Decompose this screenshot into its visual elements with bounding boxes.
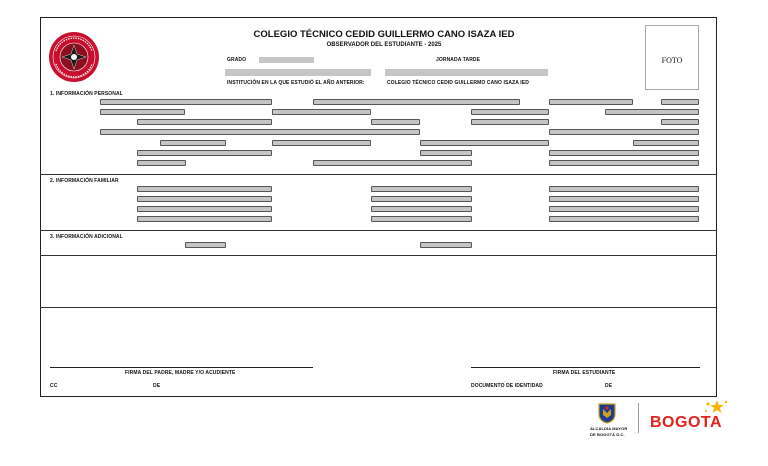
field[interactable]: [549, 129, 699, 135]
section-additional-title: 3. INFORMACIÓN ADICIONAL: [50, 234, 123, 240]
school-name: COLEGIO TÉCNICO CEDID GUILLERMO CANO ISAZA IED: [253, 29, 515, 40]
alcaldia-shield-icon: [597, 402, 617, 424]
shift-label: JORNADA TARDE: [436, 57, 481, 63]
grade-field[interactable]: [259, 57, 314, 63]
field[interactable]: [137, 119, 272, 125]
field[interactable]: [549, 216, 699, 222]
de-label-right: DE: [605, 383, 613, 389]
bogota-wordmark: BOGOTA: [650, 414, 723, 431]
field[interactable]: [371, 216, 472, 222]
field[interactable]: [371, 186, 472, 192]
section-divider: [40, 307, 717, 308]
student-signature-line: [471, 367, 700, 368]
student-signature-label: FIRMA DEL ESTUDIANTE: [553, 370, 616, 376]
field[interactable]: [313, 99, 520, 105]
field[interactable]: [225, 69, 371, 76]
alcaldia-line1: ALCALDÍA MAYOR: [590, 426, 628, 431]
prev-institution-label: INSTITUCIÓN EN LA QUE ESTUDIÓ EL AÑO ANTERIOR:: [227, 80, 365, 86]
field[interactable]: [371, 119, 420, 125]
field[interactable]: [137, 216, 272, 222]
section-personal-title: 1. INFORMACIÓN PERSONAL: [50, 91, 123, 97]
field[interactable]: [137, 206, 272, 212]
field[interactable]: [185, 242, 226, 248]
field[interactable]: [633, 140, 699, 146]
id-document-label: DOCUMENTO DE IDENTIDAD: [471, 383, 543, 389]
field[interactable]: [272, 140, 371, 146]
field[interactable]: [100, 109, 185, 115]
field[interactable]: [549, 150, 699, 156]
section-divider: [40, 230, 717, 231]
field[interactable]: [137, 196, 272, 202]
field[interactable]: [471, 119, 549, 125]
field[interactable]: [371, 196, 472, 202]
field[interactable]: [137, 186, 272, 192]
prev-institution-value: COLEGIO TÉCNICO CEDID GUILLERMO CANO ISAZA IED: [387, 80, 529, 86]
field[interactable]: [385, 69, 548, 76]
field[interactable]: [137, 160, 186, 166]
field[interactable]: [549, 99, 633, 105]
cc-label: CC: [50, 383, 58, 389]
field[interactable]: [100, 99, 272, 105]
field[interactable]: [371, 206, 472, 212]
field[interactable]: [420, 140, 549, 146]
de-label-left: DE: [153, 383, 161, 389]
footer-divider: [638, 403, 639, 433]
field[interactable]: [100, 129, 420, 135]
field[interactable]: [160, 140, 226, 146]
field[interactable]: [661, 99, 699, 105]
parent-signature-line: [50, 367, 313, 368]
section-family-title: 2. INFORMACIÓN FAMILIAR: [50, 178, 119, 184]
field[interactable]: [605, 109, 699, 115]
field[interactable]: [549, 186, 699, 192]
field[interactable]: [549, 196, 699, 202]
field[interactable]: [420, 242, 472, 248]
field[interactable]: [471, 109, 549, 115]
alcaldia-line2: DE BOGOTÁ D.C.: [590, 432, 625, 437]
field[interactable]: [549, 206, 699, 212]
grade-label: GRADO: [227, 57, 247, 63]
photo-box: FOTO: [645, 25, 699, 90]
field[interactable]: [661, 119, 699, 125]
section-divider: [40, 174, 717, 175]
field[interactable]: [549, 160, 699, 166]
parent-signature-label: FIRMA DEL PADRE, MADRE Y/O ACUDIENTE: [125, 370, 236, 376]
field[interactable]: [420, 150, 472, 156]
section-divider: [40, 255, 717, 256]
field[interactable]: [313, 160, 472, 166]
field[interactable]: [272, 109, 371, 115]
star-burst-icon: [703, 399, 729, 417]
form-subtitle: OBSERVADOR DEL ESTUDIANTE - 2025: [326, 42, 442, 48]
field[interactable]: [137, 150, 272, 156]
